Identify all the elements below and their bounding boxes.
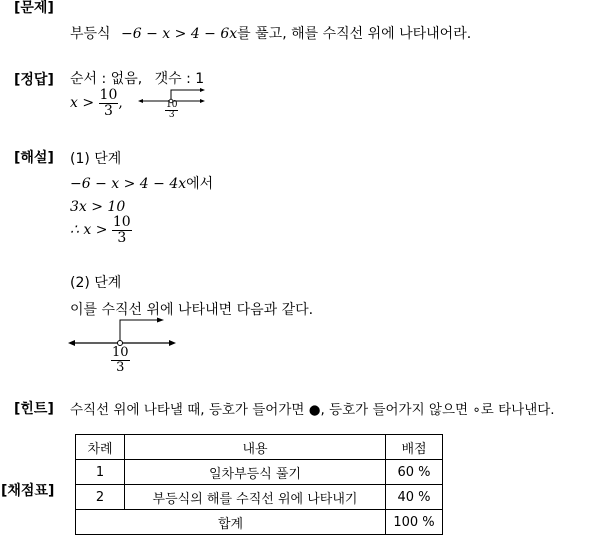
- answer-fraction: [99, 88, 119, 118]
- solution-line3-num: 10: [112, 214, 131, 230]
- rubric-row2-content: 부등식의 해를 수직선 위에 나타내기: [125, 485, 386, 510]
- rubric-label: [채점표]: [1, 483, 55, 499]
- table-row: [76, 485, 443, 510]
- solution-number-line-fraction: [111, 346, 130, 374]
- table-row: [76, 460, 443, 485]
- solution-line3: [70, 215, 132, 245]
- solution-nl-num: 10: [112, 345, 129, 360]
- rubric-row1-content: 일차부등식 풀기: [125, 460, 386, 485]
- solution-line3-den: 3: [117, 229, 127, 246]
- problem-text-before: 부등식: [70, 26, 111, 42]
- solution-nl-den: 3: [116, 359, 125, 375]
- answer-mini-fraction: [165, 101, 178, 121]
- rubric-header-row: [76, 435, 443, 460]
- solution-line2: 3x > 10: [70, 199, 126, 215]
- solution-step2-text: 이를 수직선 위에 나타내면 다음과 같다.: [70, 302, 314, 318]
- solution-label: [해설]: [14, 150, 54, 166]
- answer-count: 갯수 : 1: [154, 71, 205, 87]
- solution-line1: [70, 173, 213, 193]
- hint-text: 수직선 위에 나타낼 때, 등호가 들어가면 ●, 등호가 들어가지 않으면 ∘로 타나낸다.: [70, 402, 555, 418]
- rubric-table: [75, 434, 443, 535]
- answer-fraction-num: 10: [99, 87, 118, 103]
- solution-step1: (1) 단계: [70, 151, 122, 167]
- problem-inequality: −6 − x > 4 − 6x: [121, 26, 238, 42]
- rubric-total-score: 100 %: [386, 510, 443, 535]
- problem-label: [문제]: [14, 0, 54, 16]
- answer-inequality: [70, 88, 123, 118]
- rubric-header-score: 배점: [386, 435, 443, 460]
- solution-line1-math: −6 − x > 4 − 4x: [70, 176, 187, 192]
- answer-mini-num: 10: [166, 100, 178, 110]
- problem-statement: [70, 23, 471, 43]
- answer-x-lhs: x >: [70, 95, 95, 112]
- answer-mini-den: 3: [168, 110, 175, 121]
- rubric-row1-no: 1: [76, 460, 125, 485]
- problem-text-after: 를 풀고, 해를 수직선 위에 나타내어라.: [237, 26, 472, 42]
- rubric-total-row: [76, 510, 443, 535]
- answer-label: [정답]: [14, 72, 54, 88]
- solution-line3-lhs: ∴ x >: [70, 222, 108, 239]
- answer-fraction-den: 3: [103, 102, 113, 119]
- rubric-row2-score: 40 %: [386, 485, 443, 510]
- solution-line3-fraction: [112, 215, 132, 245]
- solution-step2: (2) 단계: [70, 275, 122, 291]
- rubric-header-content: 내용: [125, 435, 386, 460]
- rubric-header-order: 차례: [76, 435, 125, 460]
- hint-label: [힌트]: [14, 401, 54, 417]
- rubric-total-label: 합계: [76, 510, 386, 535]
- answer-comma: ,: [118, 95, 123, 112]
- rubric-row2-no: 2: [76, 485, 125, 510]
- answer-order: 순서 : 없음,: [70, 71, 143, 87]
- rubric-row1-score: 60 %: [386, 460, 443, 485]
- solution-line1-tail: 에서: [186, 176, 214, 192]
